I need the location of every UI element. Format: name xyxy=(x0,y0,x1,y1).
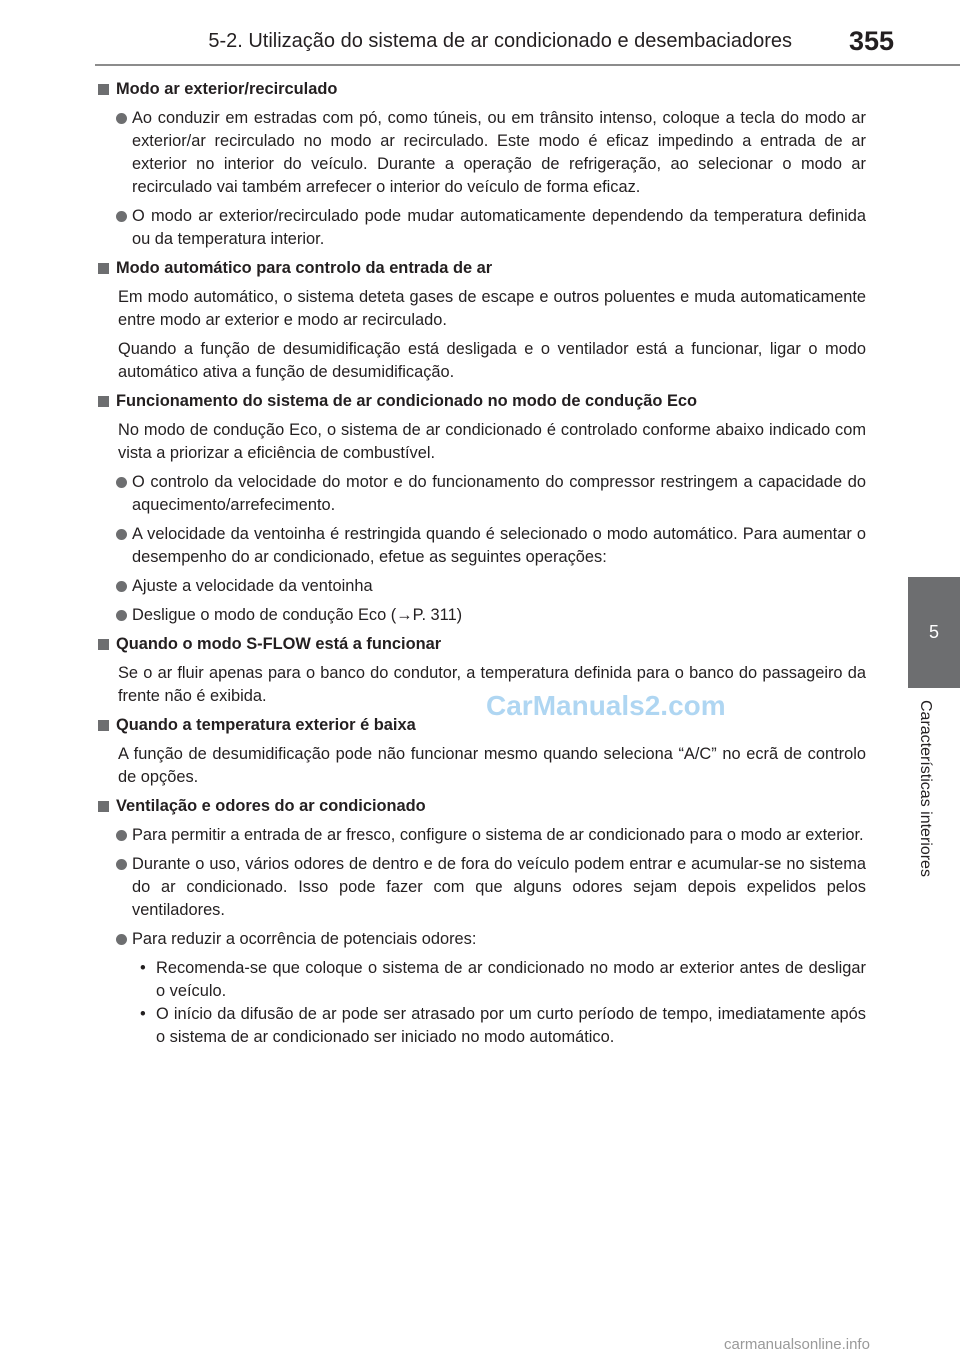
page-number: 355 xyxy=(848,26,894,56)
section-heading: Funcionamento do sistema de ar condicionado no modo de condução Eco xyxy=(96,390,866,413)
bullet-item: O modo ar exterior/recirculado pode mudar automaticamente dependendo da temperatura definida ou da temperatura interior. xyxy=(96,205,866,251)
sub-list-item: • O início da difusão de ar pode ser atrasado por um curto período de tempo, imediatamente após o sistema de ar condicionado ser iniciado no modo automático. xyxy=(96,1003,866,1049)
section-ventilation-odors xyxy=(96,795,866,1049)
chapter-tab-label: Características interiores xyxy=(917,700,934,877)
paragraph: Em modo automático, o sistema deteta gases de escape e outros poluentes e muda automaticamente entre modo ar exterior e modo ar recirculado. xyxy=(118,288,866,329)
section-eco-drive-mode xyxy=(96,390,866,627)
section-heading: Quando o modo S-FLOW está a funcionar xyxy=(96,633,866,656)
bullet-item: Desligue o modo de condução Eco (→P. 311) xyxy=(96,604,866,627)
page-body xyxy=(96,78,866,1049)
paragraph: A função de desumidificação pode não funcionar mesmo quando seleciona “A/C” no ecrã de controlo de opções. xyxy=(118,745,866,786)
header-divider xyxy=(95,64,960,66)
section-low-outside-temperature xyxy=(96,714,866,789)
bullet-item: Para permitir a entrada de ar fresco, configure o sistema de ar condicionado para o modo ar exterior. xyxy=(96,824,866,847)
chapter-tab xyxy=(908,577,960,688)
bullet-item: Durante o uso, vários odores de dentro e de fora do veículo podem entrar e acumular-se no sistema do ar condicionado. Isso pode fazer com que alguns odores sejam depois expelidos pelos ventiladores. xyxy=(96,853,866,922)
sub-list-item: • Recomenda-se que coloque o sistema de ar condicionado no modo ar exterior antes de desligar o veículo. xyxy=(96,957,866,1003)
paragraph: Se o ar fluir apenas para o banco do condutor, a temperatura definida para o banco do passageiro da frente não é exibida. xyxy=(118,664,866,705)
section-s-flow-mode xyxy=(96,633,866,708)
section-automatic-intake-mode xyxy=(96,257,866,384)
bullet-item: Ao conduzir em estradas com pó, como túneis, ou em trânsito intenso, coloque a tecla do modo ar exterior/ar recirculado no modo ar recirculado. Este modo é eficaz impedindo a entrada de ar exterior no interior do veículo. Durante a operação de refrigeração, ao selecionar o modo ar recirculado vai também arrefecer o interior do veículo de forma eficaz. xyxy=(96,107,866,199)
footer-watermark: carmanualsonline.info xyxy=(724,1336,870,1353)
watermark-logo: CarManuals2.com xyxy=(486,690,726,721)
section-outside-recirculated-mode xyxy=(96,78,866,251)
bullet-item: A velocidade da ventoinha é restringida quando é selecionado o modo automático. Para aumentar o desempenho do ar condicionado, efetue as seguintes operações: xyxy=(96,523,866,569)
page-header xyxy=(0,0,960,62)
paragraph: No modo de condução Eco, o sistema de ar condicionado é controlado conforme abaixo indicado com vista a priorizar a eficiência de combustível. xyxy=(118,421,866,462)
section-heading: Modo ar exterior/recirculado xyxy=(96,78,866,101)
section-heading: Quando a temperatura exterior é baixa xyxy=(96,714,866,737)
paragraph: Quando a função de desumidificação está desligada e o ventilador está a funcionar, ligar o modo automático ativa a função de desumidificação. xyxy=(118,340,866,381)
bullet-item: Ajuste a velocidade da ventoinha xyxy=(96,575,866,598)
chapter-section-title: 5-2. Utilização do sistema de ar condicionado e desembaciadores xyxy=(208,30,792,52)
chapter-number: 5 xyxy=(928,622,939,642)
section-heading: Ventilação e odores do ar condicionado xyxy=(96,795,866,818)
bullet-item: O controlo da velocidade do motor e do funcionamento do compressor restringem a capacidade do aquecimento/arrefecimento. xyxy=(96,471,866,517)
bullet-item: Para reduzir a ocorrência de potenciais odores: xyxy=(96,928,866,951)
section-heading: Modo automático para controlo da entrada de ar xyxy=(96,257,866,280)
